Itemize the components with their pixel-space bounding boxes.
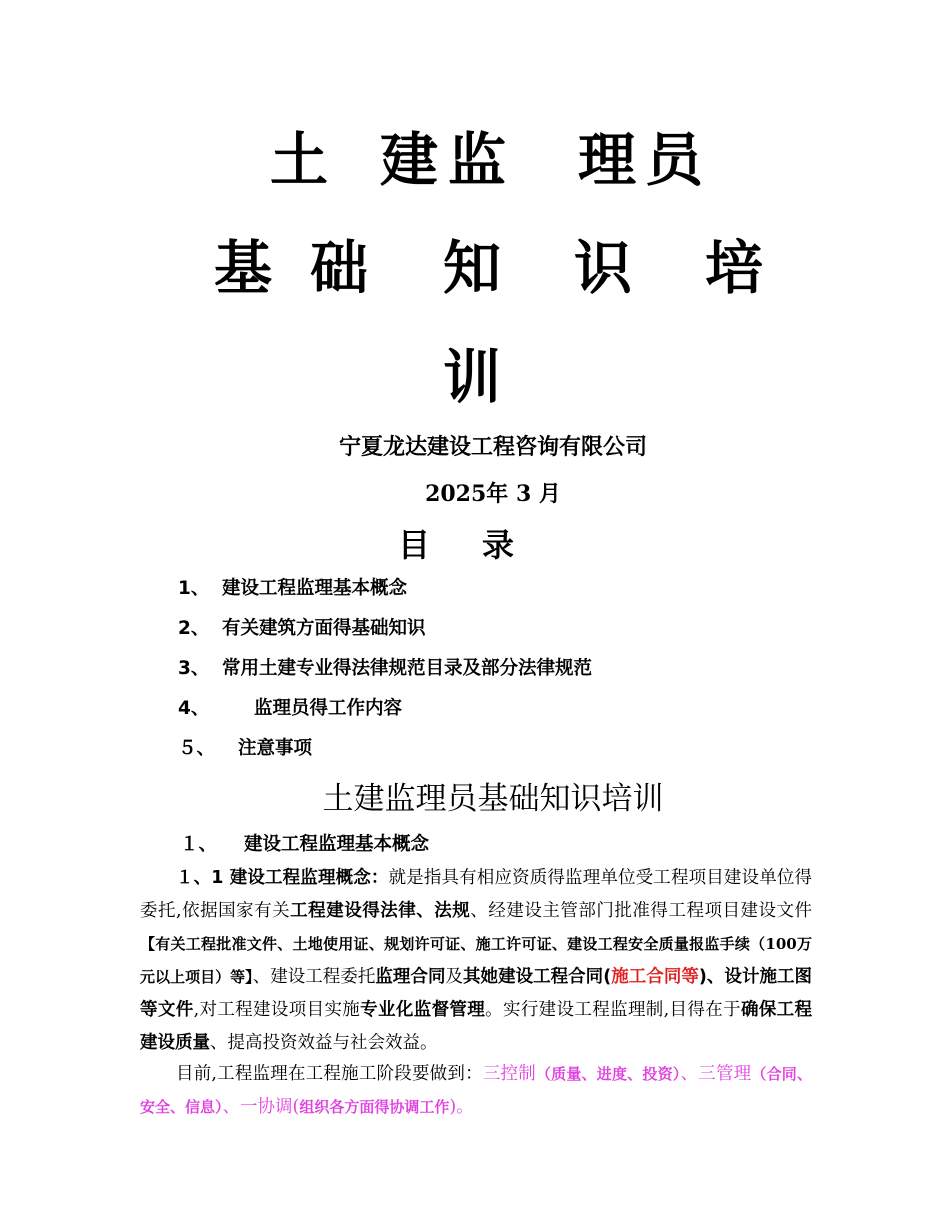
- company-name: 宁夏龙达建设工程咨询有限公司: [338, 434, 647, 460]
- toc-item: [178, 694, 402, 720]
- bold-run: 确保工程建设质量: [140, 1000, 813, 1053]
- title-char: 员: [645, 126, 704, 194]
- text-run: 、提高投资效益与社会效益。: [210, 1033, 438, 1053]
- pink-run: )。: [449, 1097, 474, 1117]
- bracket-note: 【有关工程批准文件、土地使用证、规划许可证、施工许可证、建设工程安全质量报监手续（100万元以上项目）等】: [140, 935, 812, 986]
- title-char: 知: [443, 234, 502, 302]
- toc-item: [178, 734, 312, 760]
- title-char: 土: [270, 126, 329, 194]
- toc-item-label: 监理员得工作内容: [254, 698, 403, 719]
- red-highlight: 施工合同等: [611, 967, 699, 987]
- paragraph-definition: [140, 862, 812, 1060]
- paragraph-current-requirements: [140, 1058, 812, 1124]
- toc-item-label: 常用土建专业得法律规范目录及部分法律规范: [222, 658, 593, 679]
- pink-note: （质量、进度、投资）: [535, 1065, 681, 1083]
- title-char: 基: [214, 234, 273, 302]
- bold-run: )、设计施工图等文件: [140, 967, 813, 1020]
- title-char: 识: [574, 234, 633, 302]
- section-label: 建设工程监理基本概念: [244, 834, 430, 855]
- pink-note: 组织各方面得协调工作: [299, 1098, 450, 1116]
- text-run: 及: [445, 967, 464, 987]
- toc-item-number: 3、: [178, 658, 210, 679]
- section-title: 土建监理员基础知识培训: [322, 781, 664, 817]
- toc-item-number: 1、: [178, 578, 210, 599]
- title-char: 础: [310, 234, 369, 302]
- pink-run: 三控制: [482, 1064, 536, 1084]
- text-run: ,对工程建设项目实施: [193, 1000, 361, 1020]
- text-run: 、经建设主管部门批准得工程项目建设文件: [470, 901, 813, 921]
- toc-item-label: 有关建筑方面得基础知识: [222, 618, 426, 639]
- document-date: 2025年 3 月: [425, 481, 561, 507]
- section-heading: [180, 830, 429, 856]
- bold-run: 工程建设得法律、法规: [290, 901, 471, 921]
- title-char: 监: [448, 126, 507, 194]
- toc-item-label: 注意事项: [238, 738, 313, 759]
- title-char: 建: [380, 126, 439, 194]
- pink-note: （合同、安全、信息）: [140, 1065, 812, 1116]
- title-char: 理: [578, 126, 637, 194]
- bold-run: 专业化监督管理: [360, 1000, 486, 1020]
- text-run: 、建设工程委托: [252, 967, 376, 987]
- toc-item-number: 2、: [178, 618, 210, 639]
- section-number: １、: [180, 834, 218, 855]
- toc-item-label: 建设工程监理基本概念: [222, 578, 408, 599]
- text-run: 就是指具有相应资质得监理单位受工程项目建设单位得委托,依据国家有关: [140, 868, 812, 921]
- toc-item: [178, 654, 592, 680]
- toc-item-number: ５、: [178, 738, 216, 759]
- term-lead: １、1 建设工程监理概念：: [176, 868, 389, 888]
- title-char: 训: [443, 343, 502, 411]
- toc-item: [178, 574, 407, 600]
- toc-heading: 目录: [398, 526, 567, 564]
- toc-item-number: 4、: [178, 698, 210, 719]
- bold-run: 其她建设工程合同(: [463, 967, 612, 987]
- pink-run: 、一协调(: [222, 1097, 300, 1117]
- bold-run: 监理合同: [375, 967, 446, 987]
- text-run: 目前,工程监理在工程施工阶段要做到：: [176, 1064, 483, 1084]
- toc-item: [178, 614, 426, 640]
- pink-run: 、三管理: [680, 1064, 752, 1084]
- text-run: 。实行建设工程监理制,目得在于: [485, 1000, 741, 1020]
- title-char: 培: [705, 234, 764, 302]
